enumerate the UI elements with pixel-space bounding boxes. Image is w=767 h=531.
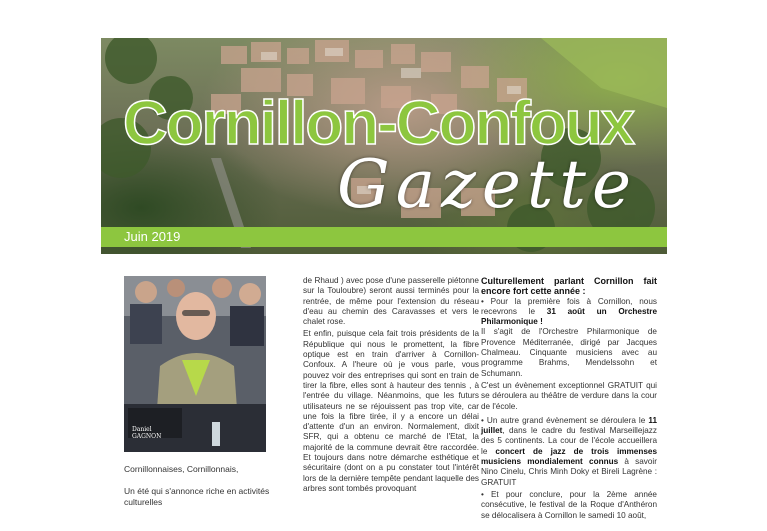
article-column-2 <box>303 276 479 494</box>
mayor-photo <box>124 276 266 452</box>
orchestra-details: Il s'agit de l'Orchestre Philarmonique de Provence Méditerranée, dirigé par Jacques Chalmeau. Cinquante musiciens avec au programme Brahms, Mendelssohn et Schumann. <box>481 327 657 378</box>
paragraph-works: de Rhaud ) avec pose d'une passerelle piétonne sur la Touloubre) seront aussi terminés pour la rentrée, de même pour l'extension du réseau d'eau au chemin des Caravasses et vers le chalet rose. <box>303 276 479 327</box>
gazette-title-town: Cornillon-Confoux <box>123 89 634 158</box>
paragraph-fiber: Et enfin, puisque cela fait trois présidents de la République qui nous le promettent, la fibre optique est en train d'arriver à Cornillon-Confoux. A l'heure où je vous parle, vous pouvez voir des entreprises qui sont en train de tirer la fibre, elles sont à hauteur des tennis , à l'entrée du village. Néanmoins, que les futurs utilisateurs ne se réjouissent pas trop vite, car une fois la fibre tirée, il y a encore un délai d'attente d'un an environ. Normalement, dixit SFR, qui a obtenu ce marché de l'Etat, la majorité de la commune devrait être raccordée. Et toujours dans notre démarche esthétique et sécuritaire (dont on a pu constater tout l'intérêt lors de la dernière tempête pendant laquelle des arbres sont tombés provoquant <box>303 329 479 493</box>
jazz-date: 11 juillet <box>481 415 657 436</box>
date-band <box>101 227 667 247</box>
bullet-orchestra-intro: • Pour la première fois à Cornillon, nous recevrons le <box>481 296 657 316</box>
jazz-musicians: à savoir Nino Cinelu, Chris Minh Doky et Bireli Lagrène : GRATUIT <box>481 457 657 487</box>
intro-salutation: Cornillonnaises, Cornillonnais, <box>124 464 239 474</box>
culture-heading: Culturellement parlant Cornillon fait encore fort cette année : <box>481 276 657 297</box>
nameplate: Daniel GAGNON <box>132 426 162 440</box>
masthead-banner <box>101 38 667 254</box>
article-column-3 <box>481 276 657 521</box>
issue-date: Juin 2019 <box>124 229 181 244</box>
jazz-concert: concert de jazz de trois immenses musiciens mondialement connus <box>481 446 657 467</box>
orchestra-free: C'est un évènement exceptionnel GRATUIT qui se déroulera au théâtre de verdure dans la cour de l'école. <box>481 380 657 411</box>
orchestra-date: 31 août un Orchestre Philarmonique ! <box>481 306 657 327</box>
roque-festival: • Et pour conclure, pour la 2ème année consécutive, le festival de la Roque d'Anthéron se délocalisera à Cornillon le samedi 10 août, <box>481 489 657 520</box>
gazette-title-word: Gazette <box>337 146 638 223</box>
jazz-festival: , dans le cadre du festival Marseillejazz des 5 continents. La cour de l'école accueillera le <box>481 426 657 456</box>
jazz-intro: • Un autre grand évènement se déroulera le <box>481 415 649 425</box>
intro-line: Un été qui s'annonce riche en activités culturelles <box>124 486 270 507</box>
